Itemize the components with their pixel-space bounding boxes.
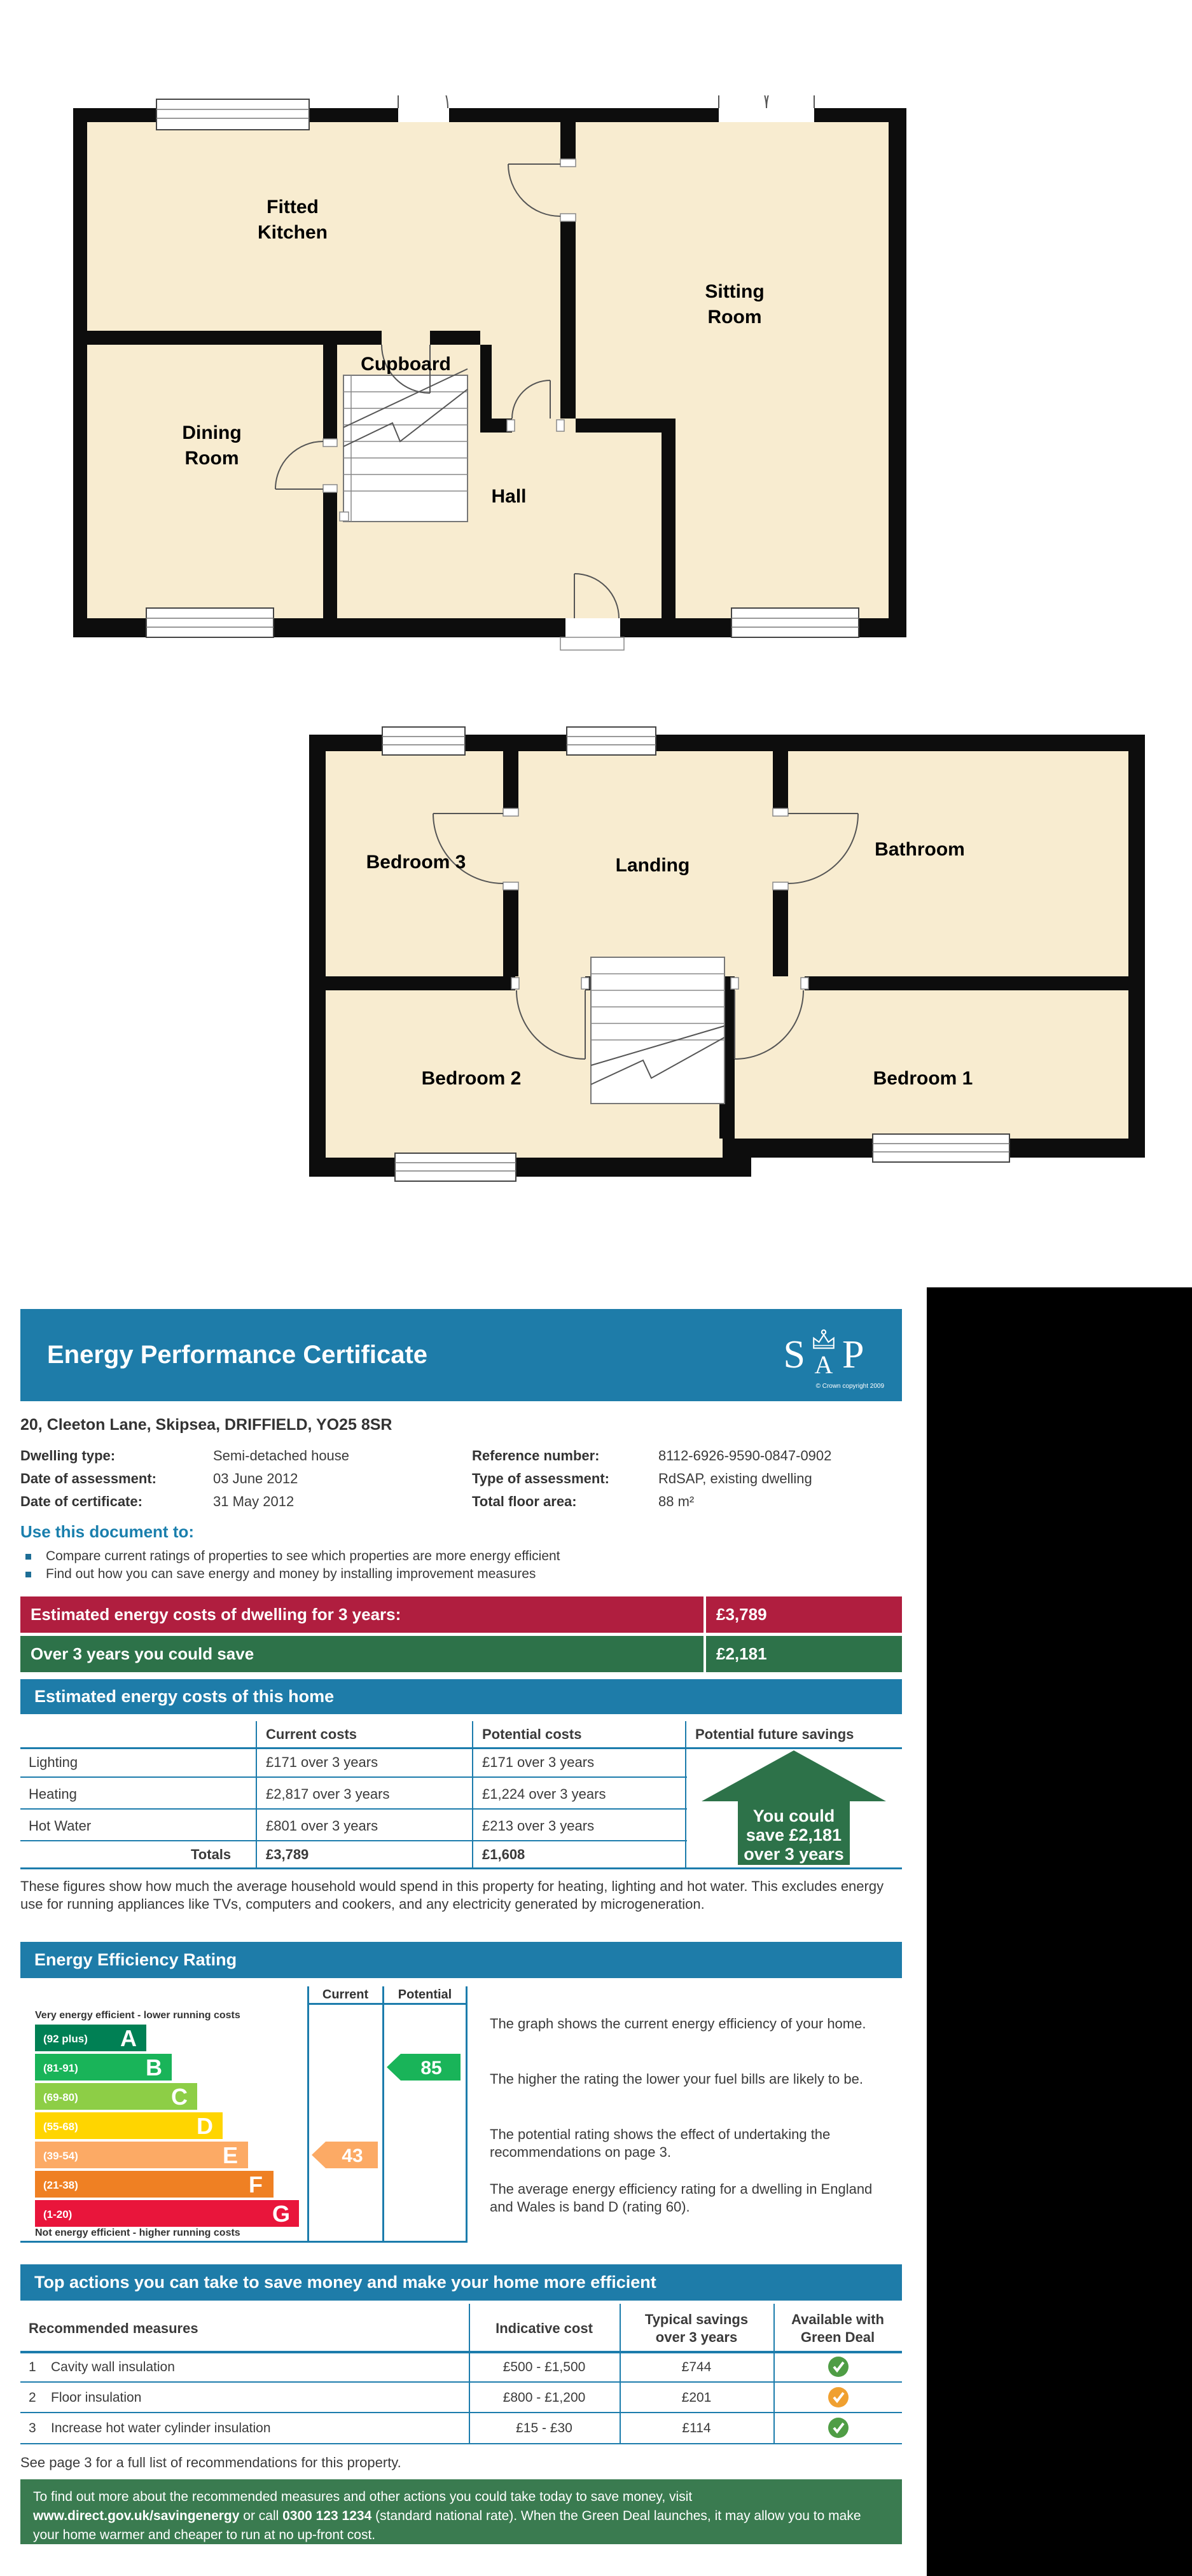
- savings-arrow-line1: You could: [752, 1806, 835, 1825]
- rating-paragraph-3: The potential rating shows the effect of undertaking the recommendations on page 3.: [490, 2126, 831, 2160]
- stairs-ground: [340, 369, 468, 522]
- detail-label: Reference number:: [472, 1448, 600, 1464]
- savings-arrow-line3: over 3 years: [744, 1845, 844, 1864]
- epc-header-banner: [20, 1309, 902, 1401]
- room-label-bedroom3: Bedroom 3: [366, 852, 466, 873]
- action-row-num: 2: [29, 2390, 36, 2405]
- action-row-num: 1: [29, 2360, 36, 2374]
- savings-arrow-line2: save £2,181: [745, 1825, 842, 1845]
- action-row-savings: £744: [681, 2360, 712, 2374]
- table-line: [20, 1867, 902, 1869]
- detail-value: Semi-detached house: [213, 1448, 350, 1464]
- sap-logo: [763, 1317, 884, 1390]
- svg-text:(81-91): (81-91): [43, 2062, 78, 2074]
- room-label-landing: Landing: [615, 855, 690, 876]
- cost-row-potential: £213 over 3 years: [482, 1818, 595, 1834]
- sap-letter-p: P: [842, 1333, 864, 1376]
- rating-section-heading: Energy Efficiency Rating: [20, 1942, 902, 1978]
- table-line: [685, 1721, 686, 1867]
- table-line: [20, 1808, 687, 1810]
- svg-text:B: B: [146, 2054, 162, 2081]
- room-label-dining-line2: Room: [184, 448, 239, 469]
- totals-current: £3,789: [266, 1846, 309, 1862]
- note-phone: 0300 123 1234: [282, 2509, 372, 2523]
- rating-band-g: [35, 2200, 299, 2227]
- note-text: (standard national rate). When the Green Deal launches, it may allow you to make your home warmer and cheaper to run at no up-front cost.: [33, 2509, 861, 2542]
- table-line: [472, 1721, 473, 1867]
- green-deal-tick-icon: [827, 2416, 850, 2439]
- col-header-potential-costs: Potential costs: [482, 1726, 582, 1742]
- detail-label: Type of assessment:: [472, 1471, 610, 1486]
- col-header-indicative-cost: Indicative cost: [496, 2320, 593, 2336]
- svg-text:G: G: [272, 2201, 291, 2227]
- sap-letter-s: S: [783, 1333, 805, 1376]
- rating-band-b: [35, 2054, 172, 2081]
- svg-text:(69-80): (69-80): [43, 2091, 78, 2103]
- table-line: [20, 1776, 687, 1778]
- see-page-note: See page 3 for a full list of recommendations for this property.: [20, 2455, 401, 2470]
- action-row-savings: £201: [681, 2390, 712, 2405]
- crown-copyright: © Crown copyright 2009: [815, 1383, 884, 1390]
- rating-band-a: [35, 2025, 146, 2051]
- note-text: To find out more about the recommended measures and other actions you could take today to save money, visit: [33, 2489, 693, 2504]
- estimated-costs-label: Estimated energy costs of dwelling for 3 years:: [31, 1605, 401, 1624]
- potential-rating-arrow: [387, 2054, 461, 2081]
- table-line: [20, 2412, 902, 2413]
- savings-value: £2,181: [716, 1644, 767, 1663]
- green-deal-note: [20, 2479, 902, 2544]
- svg-text:F: F: [249, 2171, 263, 2198]
- col-header-current-costs: Current costs: [266, 1726, 357, 1742]
- svg-text:85: 85: [420, 2058, 442, 2079]
- current-rating-arrow: [312, 2142, 378, 2168]
- ground-floor-plan: [73, 95, 906, 655]
- figures-note: These figures show how much the average household would spend in this property for heating, lighting and hot water. This excludes energy use for running appliances like TVs, computers and cookers, and any electricity generated by microgeneration.: [20, 1878, 884, 1912]
- col-header-typical-savings-1: Typical savings: [644, 2311, 749, 2327]
- green-deal-tick-icon: [827, 2386, 850, 2409]
- use-document-heading: Use this document to:: [20, 1522, 195, 1541]
- action-row-label: Cavity wall insulation: [51, 2360, 175, 2374]
- col-header-potential: Potential: [398, 1988, 452, 2002]
- cost-row-label: Lighting: [29, 1754, 78, 1770]
- detail-value: 8112-6926-9590-0847-0902: [658, 1448, 832, 1464]
- note-text: or call: [239, 2509, 283, 2523]
- col-header-measures: Recommended measures: [29, 2320, 198, 2336]
- svg-text:E: E: [222, 2142, 239, 2168]
- action-row-cost: £800 - £1,200: [502, 2390, 586, 2405]
- col-header-future-savings: Potential future savings: [695, 1726, 854, 1742]
- use-document-bullet-1: Compare current ratings of properties to see which properties are more energy efficient: [46, 1549, 560, 1563]
- svg-text:C: C: [171, 2084, 188, 2110]
- svg-text:43: 43: [342, 2145, 363, 2166]
- cost-row-potential: £1,224 over 3 years: [482, 1786, 606, 1802]
- cost-row-label: Heating: [29, 1786, 77, 1802]
- cost-row-label: Hot Water: [29, 1818, 92, 1834]
- rating-band-f: [35, 2171, 274, 2198]
- room-label-sitting-line2: Room: [707, 307, 762, 328]
- detail-value: 31 May 2012: [213, 1493, 295, 1509]
- svg-text:D: D: [197, 2113, 213, 2139]
- detail-label: Dwelling type:: [20, 1448, 116, 1464]
- action-row-savings: £114: [682, 2421, 711, 2435]
- table-line: [20, 2351, 902, 2353]
- bullet-icon: [25, 1554, 31, 1560]
- sap-letter-a: A: [814, 1350, 833, 1379]
- room-label-dining-line1: Dining: [182, 422, 242, 443]
- rating-bottom-label: Not energy efficient - higher running costs: [35, 2227, 240, 2238]
- col-header-green-deal-2: Green Deal: [800, 2329, 875, 2345]
- table-line: [20, 2443, 902, 2444]
- use-document-bullet-2: Find out how you can save energy and money by installing improvement measures: [46, 1567, 536, 1581]
- rating-band-d: [35, 2112, 223, 2139]
- action-row-label: Floor insulation: [51, 2390, 142, 2405]
- rating-paragraph-2: The higher the rating the lower your fuel bills are likely to be.: [490, 2071, 863, 2087]
- action-row-cost: £500 - £1,500: [502, 2360, 586, 2374]
- svg-text:(92 plus): (92 plus): [43, 2033, 88, 2045]
- estimated-costs-bar: [20, 1596, 902, 1633]
- rating-paragraph-1: The graph shows the current energy efficiency of your home.: [490, 2016, 866, 2032]
- actions-section-heading: Top actions you can take to save money and make your home more efficient: [20, 2264, 902, 2301]
- action-row-cost: £15 - £30: [516, 2421, 572, 2435]
- svg-text:(1-20): (1-20): [43, 2208, 73, 2220]
- detail-value: 03 June 2012: [213, 1471, 298, 1486]
- savings-bar: [20, 1636, 902, 1672]
- cost-row-current: £2,817 over 3 years: [266, 1786, 390, 1802]
- table-line: [20, 2381, 902, 2383]
- bullet-icon: [25, 1572, 31, 1577]
- totals-potential: £1,608: [482, 1846, 525, 1862]
- estimated-costs-value: £3,789: [716, 1605, 767, 1624]
- savings-house-arrow: [702, 1750, 886, 1865]
- room-label-hall: Hall: [491, 486, 527, 507]
- epc-title: Energy Performance Certificate: [47, 1341, 428, 1369]
- svg-text:(55-68): (55-68): [43, 2121, 78, 2133]
- stairs-first: [591, 957, 724, 1104]
- room-label-sitting-line1: Sitting: [705, 281, 765, 302]
- action-row-label: Increase hot water cylinder insulation: [51, 2421, 271, 2435]
- rating-paragraph-4: The average energy efficiency rating for a dwelling in England and Wales is band D (rating 60).: [490, 2181, 873, 2215]
- costs-section-heading: Estimated energy costs of this home: [20, 1679, 902, 1714]
- room-label-cupboard: Cupboard: [361, 354, 451, 375]
- room-label-kitchen-line2: Kitchen: [257, 222, 328, 243]
- rating-top-label: Very energy efficient - lower running costs: [35, 2010, 240, 2021]
- property-address: 20, Cleeton Lane, Skipsea, DRIFFIELD, YO25 8SR: [20, 1416, 392, 1434]
- savings-label: Over 3 years you could save: [31, 1644, 254, 1663]
- room-label-bedroom1: Bedroom 1: [873, 1068, 973, 1089]
- totals-label: Totals: [191, 1846, 232, 1862]
- col-header-typical-savings-2: over 3 years: [655, 2329, 738, 2345]
- note-url: www.direct.gov.uk/savingenergy: [33, 2509, 240, 2523]
- room-label-bedroom2: Bedroom 2: [421, 1068, 522, 1089]
- crown-icon: [810, 1329, 837, 1352]
- rating-band-c: [35, 2083, 197, 2110]
- col-header-current: Current: [322, 1988, 369, 2002]
- room-label-kitchen-line1: Fitted: [267, 197, 319, 218]
- table-line: [20, 1747, 902, 1749]
- svg-text:(39-54): (39-54): [43, 2150, 78, 2162]
- black-scan-margin: [927, 1287, 1192, 2576]
- first-floor-plan: [309, 677, 1145, 1237]
- detail-label: Date of assessment:: [20, 1471, 156, 1486]
- action-row-num: 3: [29, 2421, 36, 2435]
- svg-text:A: A: [120, 2025, 137, 2051]
- detail-label: Total floor area:: [472, 1493, 577, 1509]
- rating-band-e: [35, 2142, 248, 2168]
- detail-value: 88 m²: [658, 1493, 695, 1509]
- cost-row-current: £801 over 3 years: [266, 1818, 378, 1834]
- detail-label: Date of certificate:: [20, 1493, 142, 1509]
- room-label-bathroom: Bathroom: [875, 839, 965, 860]
- green-deal-tick-icon: [827, 2355, 850, 2378]
- cost-row-potential: £171 over 3 years: [482, 1754, 595, 1770]
- table-line: [256, 1721, 257, 1867]
- cost-row-current: £171 over 3 years: [266, 1754, 378, 1770]
- detail-value: RdSAP, existing dwelling: [658, 1471, 812, 1486]
- svg-text:(21-38): (21-38): [43, 2179, 78, 2191]
- col-header-green-deal-1: Available with: [791, 2311, 884, 2327]
- table-line: [20, 1840, 687, 1841]
